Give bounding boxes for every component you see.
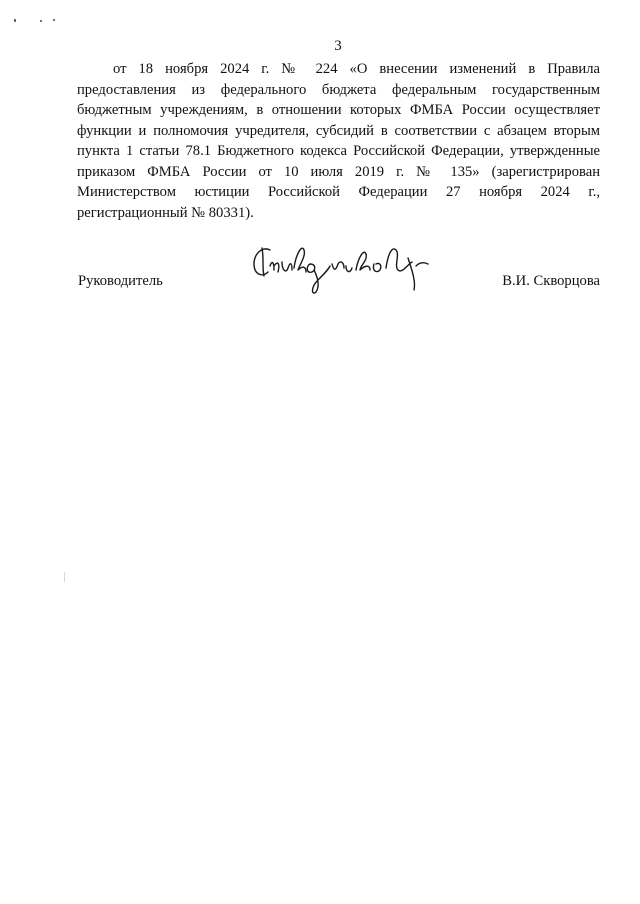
page-number: 3 <box>334 38 342 54</box>
scan-artifact <box>53 19 55 21</box>
scan-artifact <box>14 19 16 22</box>
signer-name: В.И. Скворцова <box>502 273 600 289</box>
signer-title: Руководитель <box>78 273 163 289</box>
body-paragraph: от 18 ноября 2024 г. № 224 «О внесении изменений в Правила предоставления из федерального бюджета федеральным государственным бюджетным учреждениям, в отношении которых ФМБА России осуществляет функции и полномочия учредителя, субсидий в соответствии с абзацем вторым пункта 1 статьи 78.1 Бюджетного кодекса Российской Федерации, утвержденные приказом ФМБА России от 10 июля 2019 г. № 135» (зарегистрирован Министерством юстиции Российской Федерации 27 ноября 2024 г., регистрационный № 80331). <box>77 61 600 221</box>
signature-block <box>0 240 640 300</box>
handwritten-signature <box>248 240 438 298</box>
scan-artifact <box>64 572 65 582</box>
scan-artifact <box>40 20 42 22</box>
